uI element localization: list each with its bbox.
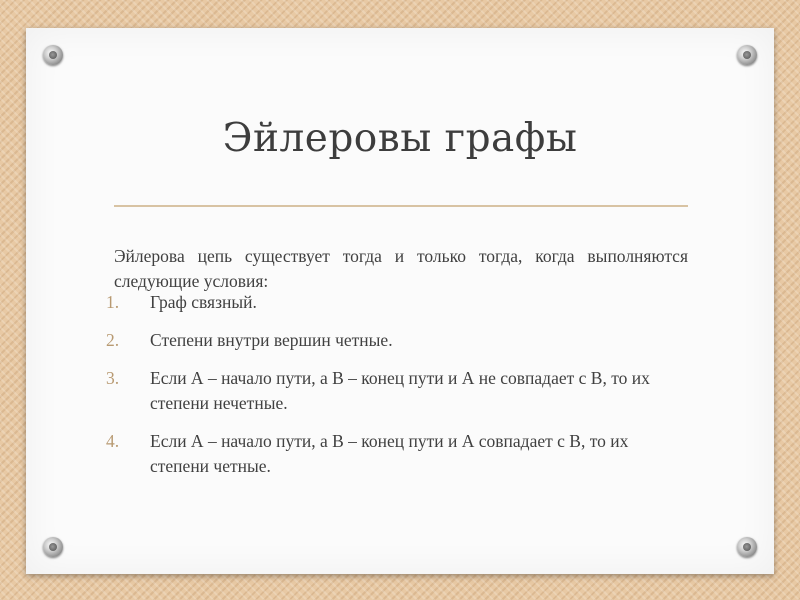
list-item-number: 2. — [106, 330, 120, 350]
list-item-text: Степени внутри вершин четные. — [150, 330, 393, 350]
list-item — [106, 366, 688, 416]
list-item — [106, 328, 688, 353]
list-item-text: Граф связный. — [150, 292, 257, 312]
pin-icon — [737, 537, 757, 557]
list-item — [106, 429, 688, 479]
pin-icon — [43, 45, 63, 65]
pin-icon — [737, 45, 757, 65]
list-item — [106, 290, 688, 315]
slide — [26, 28, 774, 574]
list-item-number: 3. — [106, 368, 120, 388]
pin-icon — [43, 537, 63, 557]
conditions-list — [106, 290, 688, 492]
title-divider — [114, 205, 688, 207]
list-item-text: Если А – начало пути, а В – конец пути и А совпадает с В, то их степени четные. — [150, 431, 629, 476]
slide-title: Эйлеровы графы — [222, 116, 578, 161]
list-item-text: Если А – начало пути, а В – конец пути и А не совпадает с В, то их степени нечетные. — [150, 368, 650, 413]
intro-text: Эйлерова цепь существует тогда и только тогда, когда выполняются следующие условия: — [114, 245, 688, 291]
list-item-number: 1. — [106, 292, 120, 312]
list-item-number: 4. — [106, 431, 120, 451]
